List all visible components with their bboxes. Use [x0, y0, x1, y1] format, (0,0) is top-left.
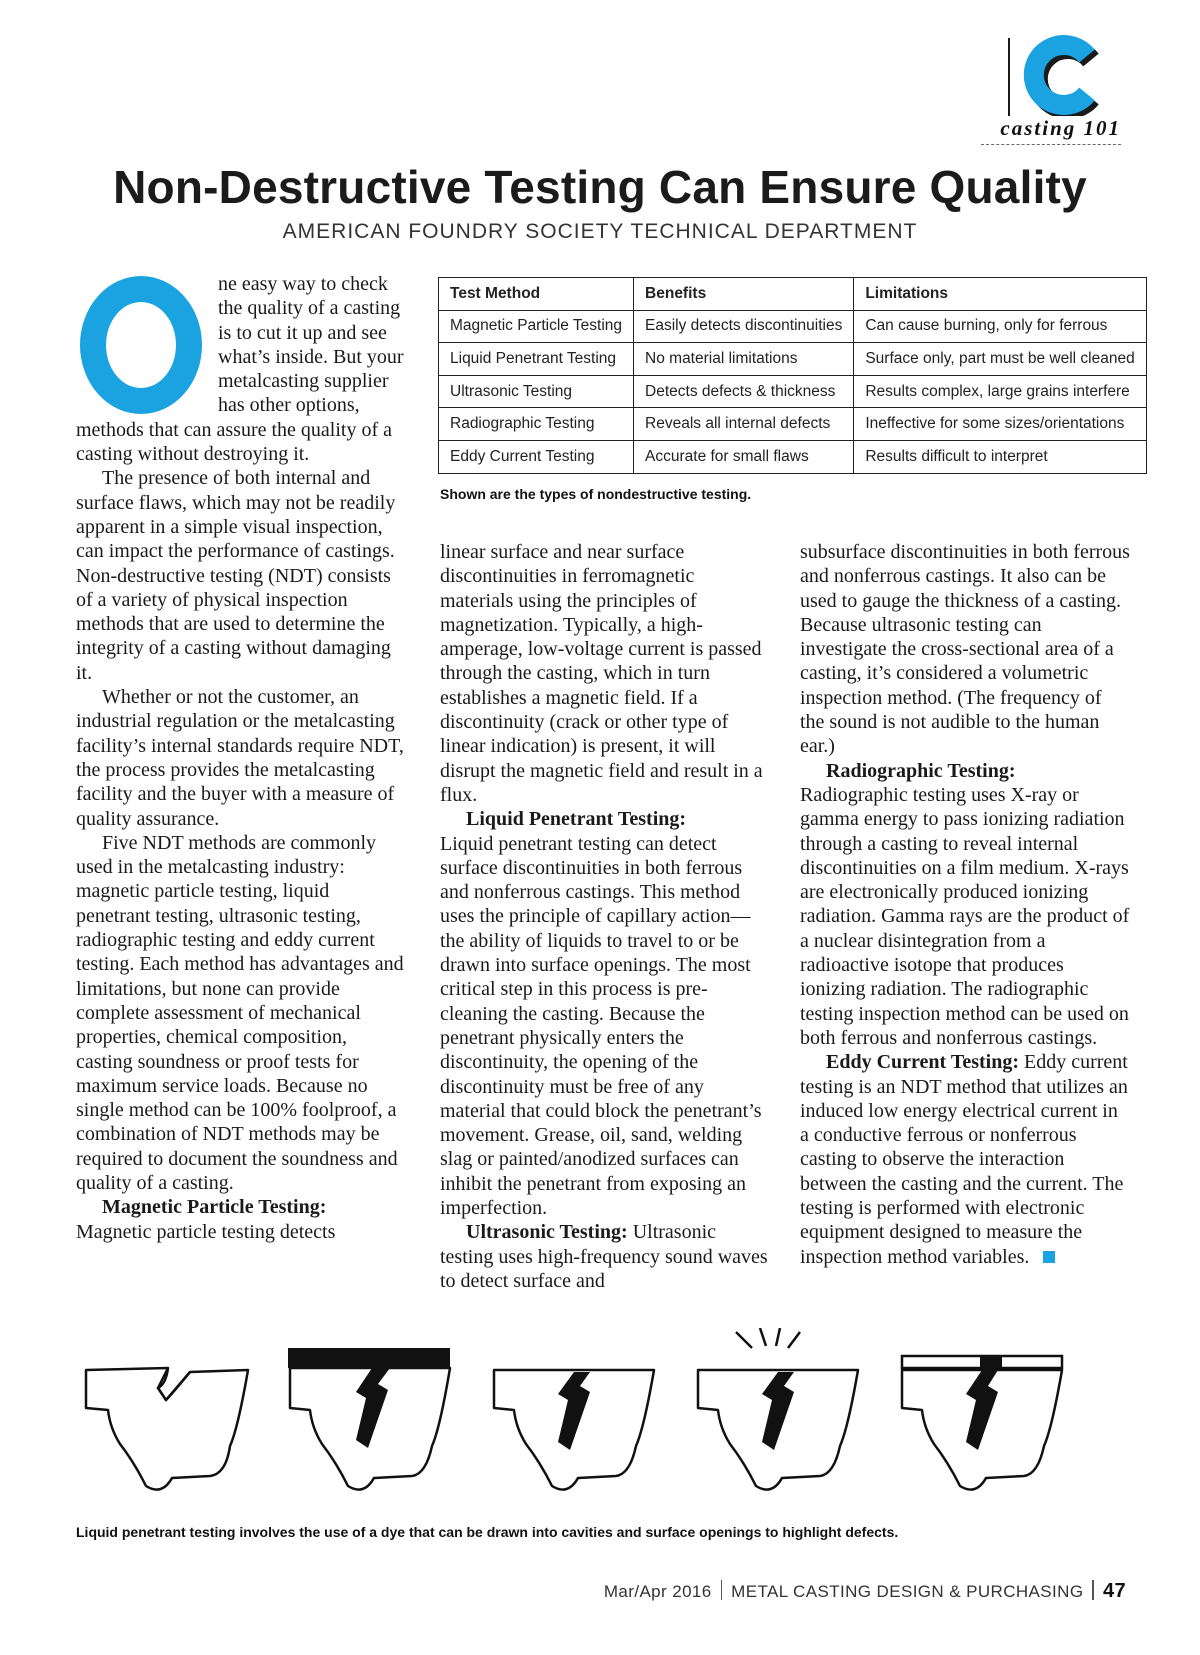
body-paragraph: linear surface and near surface discontinuities in ferromagnetic materials using the principles of magnetization. Typically, a high-amperage, low-voltage current is passed through the casting, which in turn establishes a magnetic field. If a discontinuity (crack or other type of linear indication) is present, it will disrupt the magnetic field and result in a flux.	[440, 541, 763, 806]
table-caption: Shown are the types of nondestructive testing.	[440, 486, 752, 502]
casting-illustration	[86, 1368, 248, 1490]
article-byline: AMERICAN FOUNDRY SOCIETY TECHNICAL DEPARTMENT	[282, 220, 918, 243]
end-of-article-mark	[1043, 1251, 1055, 1263]
body-paragraph: subsurface discontinuities in both ferrous and nonferrous castings. It also can be used to gauge the thickness of a casting. Because ultrasonic testing can investigate the cross-sectional area of a casting, it’s considered a volumetric inspection method. (The frequency of the sound is not audible to the human ear.)	[800, 541, 1130, 758]
casting-illustration	[902, 1356, 1062, 1490]
casting-101-logo	[975, 34, 1125, 146]
table-cell: Surface only, part must be well cleaned	[854, 343, 1146, 376]
intro-paragraph: ne easy way to check the quality of a casting is to cut it up and see what’s inside. But your metalcasting supplier has other options, methods that can assure the quality of a casting without destroying it.	[76, 273, 404, 466]
section-heading-radiographic: Radiographic Testing:	[826, 759, 1016, 782]
table-cell: Liquid Penetrant Testing	[439, 343, 634, 376]
table-row	[439, 310, 1147, 343]
table-header-cell: Test Method	[439, 278, 634, 311]
table-cell: Magnetic Particle Testing	[439, 310, 634, 343]
section-heading-eddy: Eddy Current Testing:	[826, 1051, 1020, 1074]
table-header-cell: Benefits	[634, 278, 854, 311]
table-cell: Results difficult to interpret	[854, 440, 1146, 473]
body-paragraph: Radiographic testing uses X-ray or gamma energy to pass ionizing radiation through a casting to reveal internal discontinuities on a film medium. X-rays are electronically produced ionizing radiation. Gamma rays are the product of a nuclear disintegration from a radioactive isotope that produces ionizing radiation. The radiographic testing inspection method can be used on both ferrous and nonferrous castings.	[800, 783, 1130, 1049]
logo-tagline: casting 101	[1000, 116, 1121, 140]
table-cell: Reveals all internal defects	[634, 408, 854, 441]
body-paragraph: Eddy current testing is an NDT method that utilizes an induced low energy electrical current in a conductive ferrous or nonferrous casting to observe the interaction between the casting and the current. The testing is performed with electronic equipment designed to measure the inspection method variables.	[800, 1051, 1128, 1268]
logo-divider	[1008, 38, 1010, 116]
section-heading-magnetic: Magnetic Particle Testing:	[102, 1196, 327, 1219]
casting-illustration	[698, 1328, 858, 1490]
issue-date: Mar/Apr 2016	[603, 1582, 712, 1601]
table-row	[439, 343, 1147, 376]
table-cell: Ineffective for some sizes/orientations	[854, 408, 1146, 441]
table-cell: No material limitations	[634, 343, 854, 376]
footer-divider	[721, 1580, 723, 1600]
section-heading-liquid: Liquid Penetrant Testing:	[466, 808, 687, 831]
casting-illustration	[494, 1370, 654, 1490]
body-paragraph: Magnetic particle testing detects	[76, 1220, 336, 1243]
logo-dashed-rule	[981, 144, 1121, 145]
page-footer	[604, 1580, 1126, 1603]
table-cell: Ultrasonic Testing	[439, 375, 634, 408]
table-cell: Radiographic Testing	[439, 408, 634, 441]
section-heading-ultrasonic: Ultrasonic Testing:	[466, 1221, 628, 1244]
penetrant-process-figure	[80, 1328, 1120, 1524]
table-cell: Accurate for small flaws	[634, 440, 854, 473]
article-column-1	[76, 272, 406, 1244]
article-title: Non-Destructive Testing Can Ensure Quality	[113, 161, 1087, 213]
ndt-methods-table	[438, 277, 1147, 474]
footer-divider	[1092, 1580, 1094, 1600]
table-cell: Detects defects & thickness	[634, 375, 854, 408]
table-row	[439, 440, 1147, 473]
body-paragraph: Five NDT methods are commonly used in the metalcasting industry: magnetic particle testing, liquid penetrant testing, ultrasonic testing, radiographic testing and eddy current testing. Each method has advantages and limitations, but none can provide complete assessment of mechanical properties, chemical composition, casting soundness or proof tests for maximum service loads. Because no single method can be 100% foolproof, a combination of NDT methods may be required to document the soundness and quality of a casting.	[76, 831, 404, 1194]
table-row	[439, 408, 1147, 441]
table-row	[439, 375, 1147, 408]
table-cell: Can cause burning, only for ferrous	[854, 310, 1146, 343]
article-column-2	[440, 540, 770, 1293]
logo-c-icon	[1015, 34, 1105, 116]
figure-caption: Liquid penetrant testing involves the use of a dye that can be drawn into cavities and surface openings to highlight defects.	[76, 1524, 899, 1540]
drop-cap-o-icon	[80, 276, 202, 414]
table-cell: Eddy Current Testing	[439, 440, 634, 473]
page-number: 47	[1102, 1580, 1126, 1602]
publication-name: METAL CASTING DESIGN & PURCHASING	[731, 1582, 1084, 1601]
table-cell: Easily detects discontinuities	[634, 310, 854, 343]
article-column-3	[800, 540, 1130, 1269]
drop-cap	[70, 276, 210, 402]
body-paragraph: Liquid penetrant testing can detect surface discontinuities in both ferrous and nonferrous castings. This method uses the principle of capillary action—the ability of liquids to travel to or be drawn into surface openings. The most critical step in this process is pre-cleaning the casting. Because the penetrant physically enters the discontinuity, the opening of the discontinuity must be free of any material that could block the penetrant’s movement. Grease, oil, sand, welding slag or painted/anodized surfaces can inhibit the penetrant from exposing an imperfection.	[440, 832, 762, 1220]
table-header-cell: Limitations	[854, 278, 1146, 311]
casting-illustration	[288, 1348, 450, 1490]
body-paragraph: Whether or not the customer, an industrial regulation or the metalcasting facility’s internal standards require NDT, the process provides the metalcasting facility and the buyer with a measure of quality assurance.	[76, 686, 404, 830]
table-header-row	[439, 278, 1147, 311]
body-paragraph: Ultrasonic testing uses high-frequency sound waves to detect surface and	[440, 1221, 768, 1292]
body-paragraph: The presence of both internal and surface flaws, which may not be readily apparent in a simple visual inspection, can impact the performance of castings. Non-destructive testing (NDT) consists of a variety of physical inspection methods that are used to determine the integrity of a casting without damaging it.	[76, 467, 396, 684]
table-cell: Results complex, large grains interfere	[854, 375, 1146, 408]
